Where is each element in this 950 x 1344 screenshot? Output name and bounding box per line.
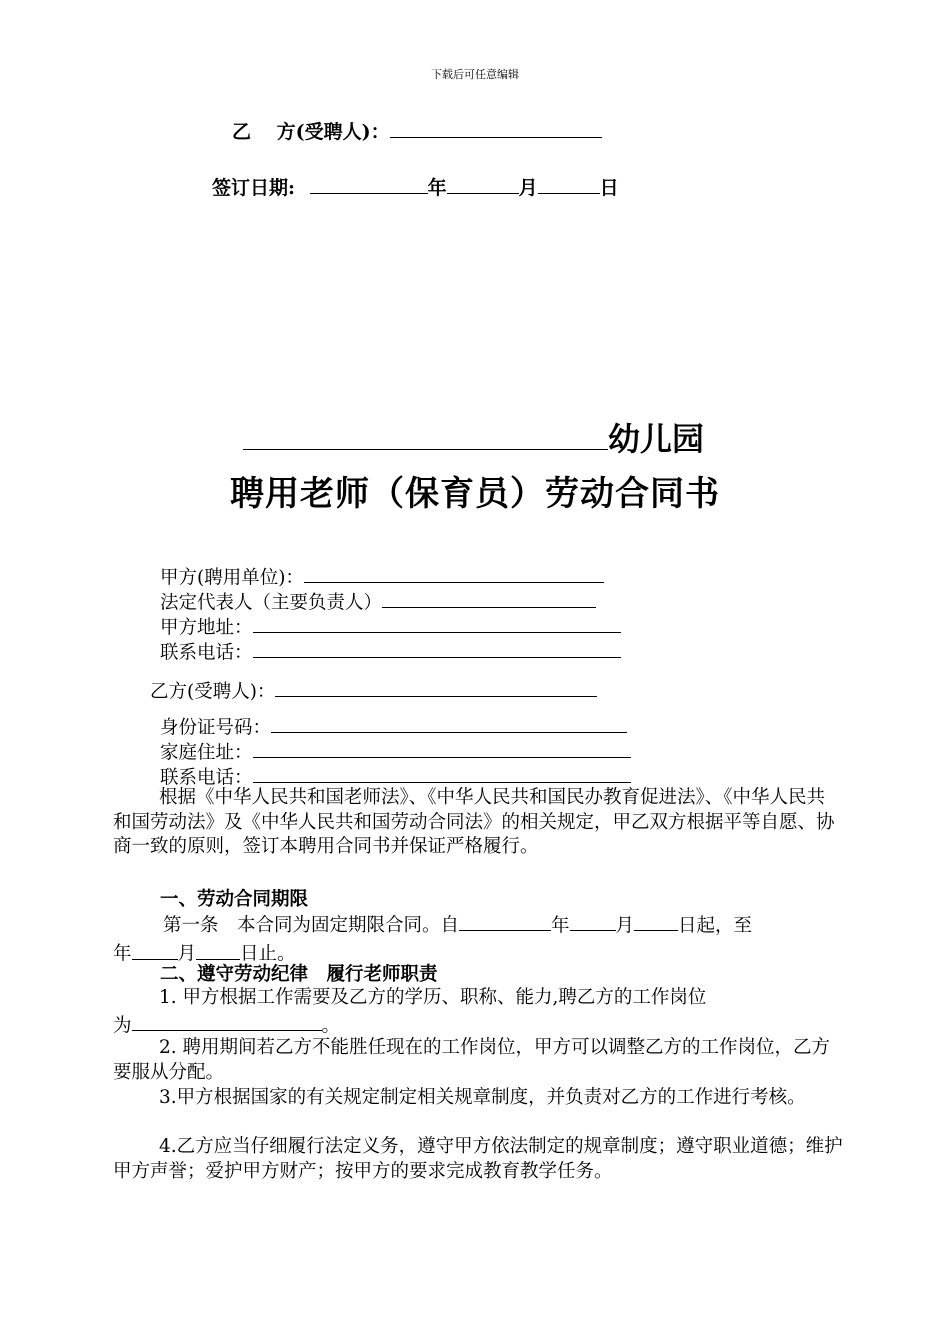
signature-party-b — [232, 116, 602, 144]
party-a-rep — [160, 587, 596, 614]
section2-item3: 3.甲方根据国家的有关规定制定相关规章制度，并负责对乙方的工作进行考核。 — [159, 1087, 806, 1108]
signature-date-label: 签订日期: — [212, 176, 296, 199]
end-year-label: 年 — [113, 943, 132, 965]
party-b-id-label: 身份证号码： — [160, 717, 272, 739]
party-a-rep-label: 法定代表人（主要负责人） — [160, 592, 383, 614]
party-a-phone — [160, 637, 621, 664]
signature-month-blank — [447, 172, 519, 194]
party-a-address-blank — [253, 612, 621, 633]
party-a-address-label: 甲方地址： — [160, 617, 253, 639]
end-day-blank — [196, 938, 240, 959]
signature-year-label: 年 — [427, 176, 447, 199]
party-b-blank — [275, 676, 597, 697]
section1-heading: 一、劳动合同期限 — [160, 889, 309, 910]
party-a-phone-label: 联系电话： — [160, 642, 253, 664]
page-header-note: 下载后可任意编辑 — [431, 68, 519, 81]
party-a-unit-blank — [304, 562, 604, 583]
party-a-unit-label: 甲方(聘用单位)： — [160, 567, 304, 589]
party-a-unit — [160, 562, 604, 589]
signature-month-label: 月 — [518, 176, 538, 199]
section2-heading: 二、遵守劳动纪律 履行老师职责 — [160, 964, 438, 985]
party-a-rep-blank — [382, 587, 596, 608]
section2-item1-prefix: 为 — [113, 1015, 132, 1037]
party-b-label: 乙方(受聘人)： — [150, 681, 276, 703]
end-month-label: 月 — [177, 943, 197, 965]
party-a-phone-blank — [253, 637, 621, 658]
start-day-label: 日起，至 — [678, 915, 753, 937]
end-day-label: 日止。 — [240, 943, 296, 965]
section2-item1-end: 。 — [321, 1015, 341, 1037]
section2-item1 — [113, 985, 843, 1038]
signature-party-b-label: 乙 方(受聘人)： — [232, 120, 390, 143]
start-day-blank — [634, 910, 678, 931]
title-kindergarten — [243, 414, 704, 460]
signature-date — [212, 172, 619, 200]
party-b-home-blank — [253, 737, 631, 758]
party-b-id — [160, 712, 627, 739]
title-kindergarten-suffix: 幼儿园 — [608, 420, 705, 458]
start-month-label: 月 — [615, 915, 635, 937]
intro-paragraph: 根据《中华人民共和国老师法》、《中华人民共和国民办教育促进法》、《中华人民共和国劳动法》及《中华人民共和国劳动合同法》的相关规定，甲乙双方根据平等自愿、协商一致的原则，签订本聘用合同书并保证严格履行。 — [113, 787, 835, 857]
post-blank — [132, 1010, 322, 1031]
contract-title: 聘用老师（保育员）劳动合同书 — [230, 474, 720, 514]
section1-clause-prefix: 第一条 本合同为固定期限合同。自 — [163, 915, 460, 937]
section2-item4: 4.乙方应当仔细履行法定义务，遵守甲方依法制定的规章制度；遵守职业道德；维护甲方声誉；爱护甲方财产；按甲方的要求完成教育教学任务。 — [113, 1136, 843, 1182]
party-b — [150, 676, 597, 703]
signature-day-blank — [538, 172, 600, 194]
party-b-home-label: 家庭住址： — [160, 742, 253, 764]
start-month-blank — [570, 910, 616, 931]
kindergarten-name-blank — [243, 415, 608, 450]
signature-year-blank — [310, 172, 428, 194]
section1-clause — [113, 910, 843, 967]
party-b-phone-label: 联系电话： — [160, 767, 253, 789]
section2-item1-text: 1. 甲方根据工作需要及乙方的学历、职称、能力,聘乙方的工作岗位 — [159, 987, 707, 1008]
end-month-blank — [132, 938, 178, 959]
party-b-phone-blank — [253, 762, 631, 783]
signature-party-b-blank — [390, 116, 602, 138]
party-a-address — [160, 612, 621, 639]
signature-day-label: 日 — [599, 176, 619, 199]
section2-item2: 2. 聘用期间若乙方不能胜任现在的工作岗位，甲方可以调整乙方的工作岗位，乙方要服从分配。 — [113, 1037, 831, 1083]
start-year-label: 年 — [551, 915, 570, 937]
party-b-home — [160, 737, 631, 764]
party-b-id-blank — [271, 712, 627, 733]
start-year-blank — [459, 910, 551, 931]
